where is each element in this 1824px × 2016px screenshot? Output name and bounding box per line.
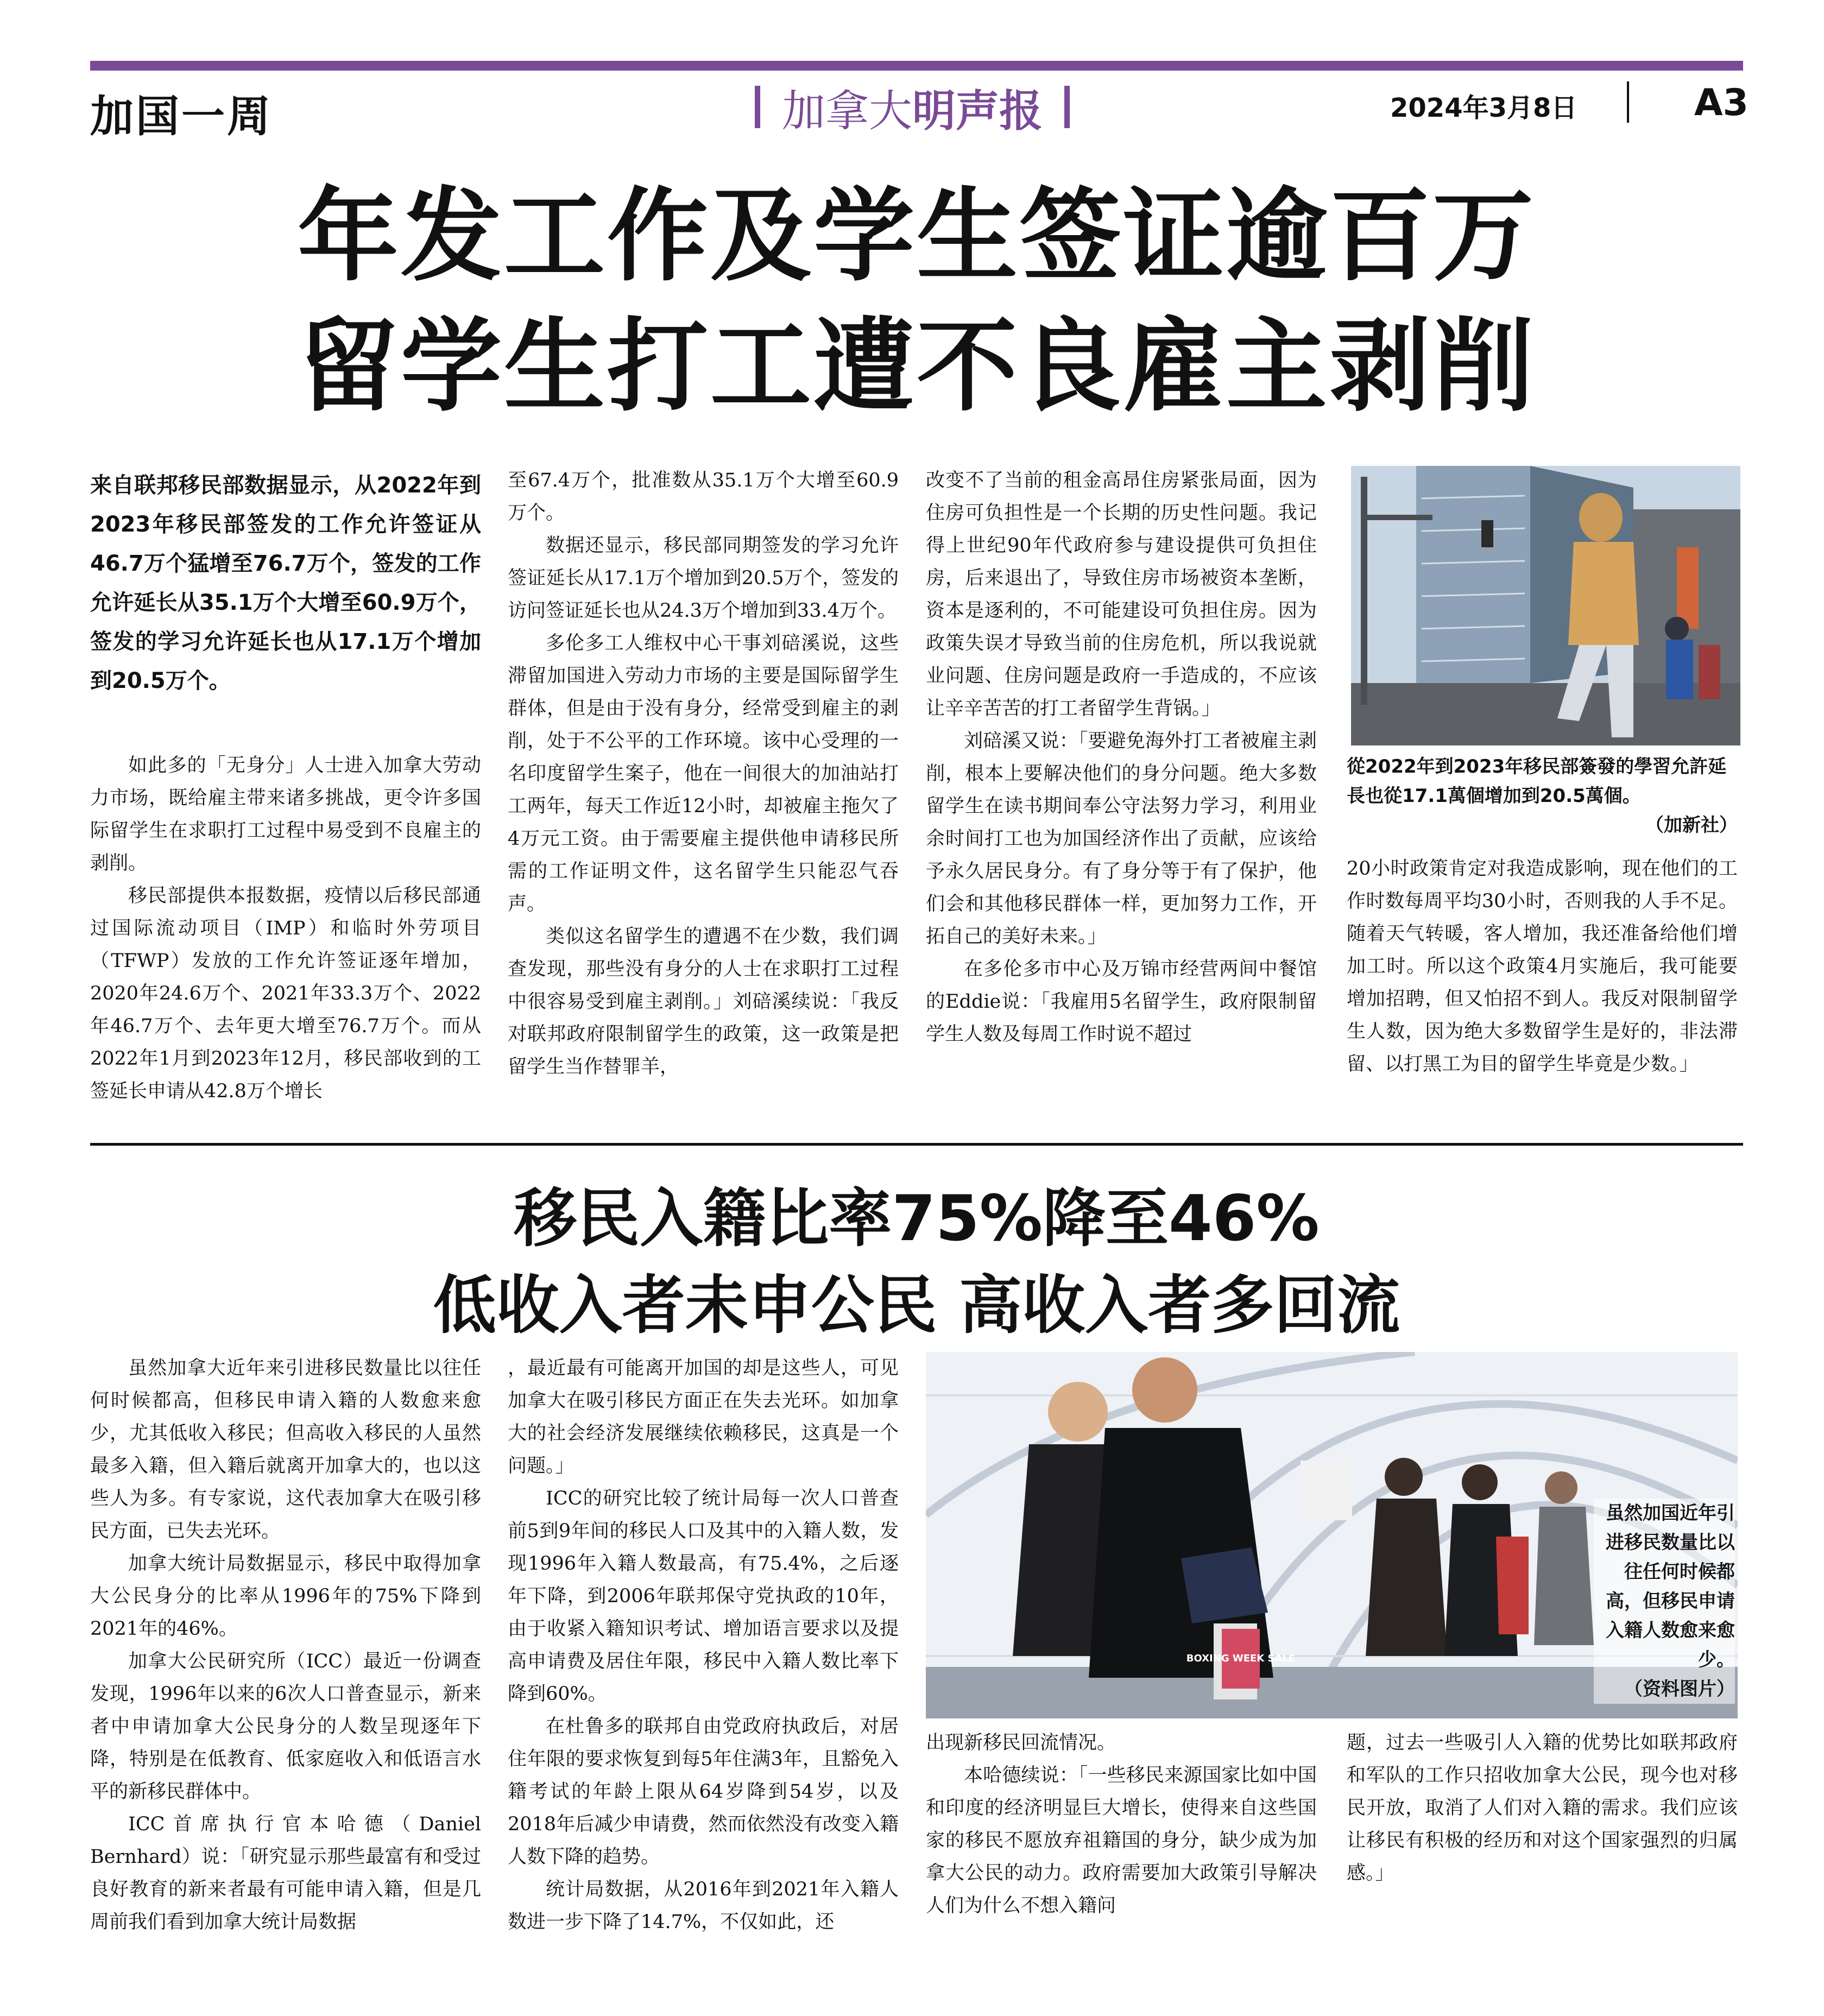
paragraph: ICC的研究比较了统计局每一次人口普查前5到9年间的移民人口及其中的入籍人数，发现1996年入籍人数最高，有75.4%，之后逐年下降，到2006年联邦保守党执政的10年，由于收紧入籍知识考试、增加语言要求以及提高申请费及居住年限，移民中入籍人数比率下降到60%。 [508,1488,899,1705]
article2-column-2 [508,1352,899,1933]
masthead-part-b: 明声报 [912,85,1043,136]
paragraph: ，最近最有可能离开加国的却是这些人，可见加拿大在吸引移民方面正在失去光环。如加拿大的社会经济发展继续依赖移民，这真是一个问题。」 [508,1357,899,1477]
article1-column-3 [926,464,1317,1116]
paragraph: 加拿大公民研究所（ICC）最近一份调查发现，1996年以来的6次人口普查显示，新来者中申请加拿大公民身分的人数呈现逐年下降，特别是在低教育、低家庭收入和低语言水平的新移民群体中。 [90,1651,481,1803]
paragraph: 如此多的「无身分」人士进入加拿大劳动力市场，既给雇主带来诸多挑战，更令许多国际留学生在求职打工过程中易受到不良雇主的剥削。 [90,755,481,874]
paragraph: 加拿大统计局数据显示，移民中取得加拿大公民身分的比率从1996年的75%下降到2021年的46%。 [90,1553,481,1640]
paragraph: 在杜鲁多的联邦自由党政府执政后，对居住年限的要求恢复到每5年住满3年，且豁免入籍考试的年龄上限从64岁降到54岁，以及2018年后减少申请费，然而依然没有改变入籍人数下降的趋势。 [508,1716,899,1868]
page-number: A3 [1694,81,1749,124]
article1-column-2 [508,464,899,1116]
lead-paragraph: 来自联邦移民部数据显示，从2022年到2023年移民部签发的工作允许签证从46.7万个猛增至76.7万个，签发的工作允许延长从35.1万个大增至60.9万个，签发的学习允许延长也从17.1万个增加到20.5万个。 [90,473,481,693]
photo2-source: （资料图片） [1624,1678,1735,1700]
paragraph: 刘碚溪又说：「要避免海外打工者被雇主剥削，根本上要解决他们的身分问题。绝大多数留学生在读书期间奉公守法努力学习，利用业余时间打工也为加国经济作出了贡献，应该给予永久居民身分。有了身分等于有了保护，他们会和其他移民群体一样，更加努力工作，开拓自己的美好未来。」 [926,730,1317,947]
article2-column-1 [90,1352,481,1933]
article1-column-4 [1347,852,1738,1113]
paragraph: 至67.4万个，批准数从35.1万个大增至60.9万个。 [508,470,899,524]
paragraph: 统计局数据，从2016年到2021年入籍人数进一步下降了14.7%，不仅如此，还 [508,1879,899,1933]
paragraph: ICC首席执行官本哈德（Daniel Bernhard）说：「研究显示那些最富有和受过良好教育的新来者最有可能申请入籍，但是几周前我们看到加拿大统计局数据 [90,1813,481,1933]
header-separator [1627,81,1629,123]
issue-date: 2024年3月8日 [1390,93,1577,123]
paragraph: 移民部提供本报数据，疫情以后移民部通过国际流动项目（IMP）和临时外劳项目（TFWP）发放的工作允许签证逐年增加，2020年24.6万个、2021年33.3万个、2022年46.7万个、去年更大增至76.7万个。而从2022年1月到2023年12月，移民部收到的工签延长申请从42.8万个增长 [90,885,481,1102]
masthead-bar-right [1064,86,1070,128]
article-divider [90,1143,1743,1146]
paragraph: 出现新移民回流情况。 [926,1732,1116,1754]
street-photo-illustration [1351,466,1740,745]
photo1-caption [1347,752,1738,840]
paragraph: 改变不了当前的租金高昂住房紧张局面，因为住房可负担性是一个长期的历史性问题。我记得上世纪90年代政府参与建设提供可负担住房，后来退出了，导致住房市场被资本垄断，资本是逐利的，不可能建设可负担住房。因为政策失误才导致当前的住房危机，所以我说就业问题、住房问题是政府一手造成的，不应该让辛辛苦苦的打工者留学生背锅。」 [926,470,1317,719]
masthead-bar-left [755,86,760,128]
masthead-part-a: 加拿大 [782,85,912,136]
masthead [728,77,1097,137]
paragraph: 题，过去一些吸引人入籍的优势比如联邦政府和军队的工作只招收加拿大公民，现今也对移民开放，取消了人们对入籍的需求。我们应该让移民有积极的经历和对这个国家强烈的归属感。」 [1347,1732,1738,1884]
street-photo [1351,466,1740,745]
paragraph: 在多伦多市中心及万锦市经营两间中餐馆的Eddie说：「我雇用5名留学生，政府限制留学生人数及每周工作时说不超过 [926,958,1317,1045]
article1-headline-line2: 留学生打工遭不良雇主剥削 [297,307,1536,425]
article2-headline-line1: 移民入籍比率75%降至46% [514,1182,1320,1255]
article2-headline-line2: 低收入者未申公民 高收入者多回流 [433,1269,1400,1342]
paragraph: 多伦多工人维权中心干事刘碚溪说，这些滞留加国进入劳动力市场的主要是国际留学生群体，但是由于没有身分，经常受到雇主的剥削，处于不公平的工作环境。该中心受理的一名印度留学生案子，他在一间很大的加油站打工两年，每天工作近12小时，却被雇主拖欠了4万元工资。由于需要雇主提供他申请移民所需的工作证明文件，这名留学生只能忍气吞声。 [508,633,899,915]
article2-column-4 [1347,1727,1738,1933]
paragraph: 20小时政策肯定对我造成影响，现在他们的工作时数每周平均30小时，否则我的人手不足。随着天气转暖，客人增加，我还准备给他们增加工时。所以这个政策4月实施后，我可能要增加招聘，但又怕招不到人。我反对限制留学生人数，因为绝大多数留学生是好的，非法滞留、以打黑工为目的留学生毕竟是少数。」 [1347,858,1738,1075]
photo2-caption [1594,1499,1735,1704]
photo2-caption-text: 虽然加国近年引进移民数量比以往任何时候都高，但移民申请入籍人数愈来愈少。 [1606,1502,1735,1671]
article1-lead [90,466,481,699]
paragraph: 类似这名留学生的遭遇不在少数，我们调查发现，那些没有身分的人士在求职打工过程中很容易受到雇主剥削。」刘碚溪续说：「我反对联邦政府限制留学生的政策，这一政策是把留学生当作替罪羊， [508,926,899,1078]
article1-headline-line1: 年发工作及学生签证逾百万 [297,177,1536,295]
boxing-week-sign: BOXING WEEK SALE [1186,1653,1296,1664]
paragraph: 数据还显示，移民部同期签发的学习允许签证延长从17.1万个增加到20.5万个，签发的访问签证延长也从24.3万个增加到33.4万个。 [508,535,899,622]
paragraph: 虽然加拿大近年来引进移民数量比以往任何时候都高，但移民申请入籍的人数愈来愈少，尤其低收入移民；但高收入移民的人虽然最多入籍，但入籍后就离开加拿大的，也以这些人为多。有专家说，这代表加拿大在吸引移民方面，已失去光环。 [90,1357,481,1542]
top-rule [90,61,1743,71]
photo1-caption-text: 從2022年到2023年移民部簽發的學習允許延長也從17.1萬個增加到20.5萬個。 [1347,756,1727,807]
paragraph: 本哈德续说：「一些移民来源国家比如中国和印度的经济明显巨大增长，使得来自这些国家的移民不愿放弃祖籍国的身分，缺少成为加拿大公民的动力。政府需要加大政策引导解决人们为什么不想入籍问 [926,1765,1317,1917]
article1-column-1 [90,749,481,1110]
photo1-source: （加新社） [1645,814,1738,836]
section-name: 加国一周 [90,91,273,142]
article2-column-3 [926,1727,1317,1933]
